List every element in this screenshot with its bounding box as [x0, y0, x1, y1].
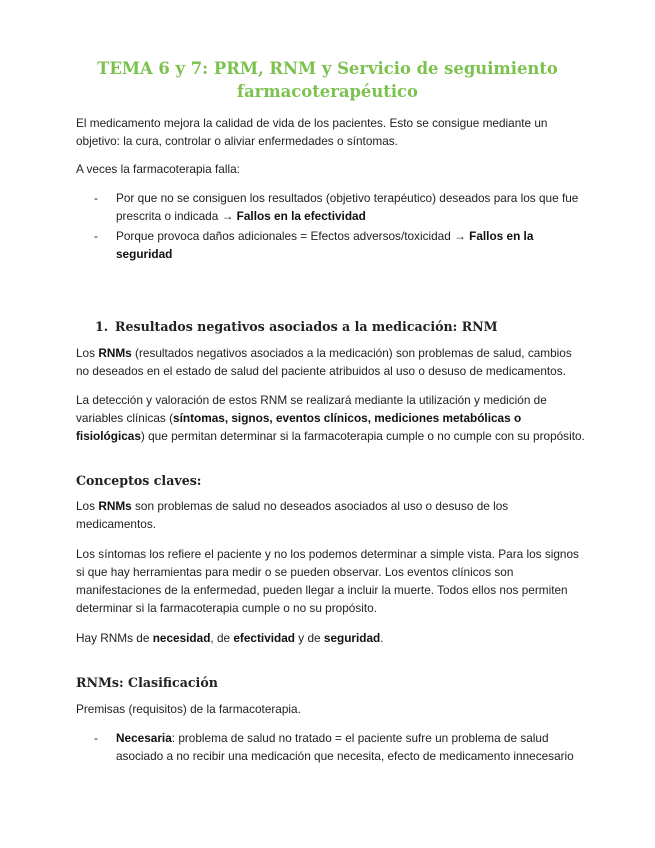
document-title: TEMA 6 y 7: PRM, RNM y Servicio de seguimiento farmacoterapéutico	[97, 59, 558, 101]
intro-paragraph-2: A veces la farmacoterapia falla:	[76, 162, 240, 176]
conceptos-paragraph-3: Hay RNMs de necesidad, de efectividad y de seguridad.	[76, 631, 384, 645]
section-heading-clasificacion: RNMs: Clasificación	[76, 675, 218, 690]
list-item-necesaria	[76, 729, 591, 765]
list-item-text: Por que no se consiguen los resultados (objetivo terapéutico) deseados para los que fue prescrita o indicada → Fallos en la efectividad	[116, 191, 579, 223]
list-item-seguridad	[76, 227, 591, 263]
list-dash: -	[94, 191, 98, 205]
rnm-definition-paragraph: Los RNMs (resultados negativos asociados a la medicación) son problemas de salud, cambios no deseados en el estado de salud del paciente atribuidos al uso o desuso de medicamentos.	[76, 346, 572, 378]
bold-term: Necesaria	[116, 731, 172, 745]
clasificacion-paragraph: Premisas (requisitos) de la farmacoterapia.	[76, 702, 301, 716]
list-item-text: Porque provoca daños adicionales = Efectos adversos/toxicidad → Fallos en la seguridad	[116, 229, 534, 261]
bold-term: Fallos en la efectividad	[236, 209, 366, 223]
conceptos-paragraph-1: Los RNMs son problemas de salud no deseados asociados al uso o desuso de los medicamentos.	[76, 499, 509, 531]
rnm-detection-paragraph: La detección y valoración de estos RNM se realizará mediante la utilización y medición de variables clínicas (síntomas, signos, eventos clínicos, mediciones metabólicas o fisiológicas) que permitan determinar si la farmacoterapia cumple o no cumple con su propósito.	[76, 393, 585, 443]
list-item-text: Necesaria: problema de salud no tratado = el paciente sufre un problema de salud asociado a no recibir una medicación que necesita, efecto de medicamento innecesario	[116, 731, 574, 763]
section-heading-rnm: 1. Resultados negativos asociados a la medicación: RNM	[95, 319, 498, 334]
list-item-efectividad	[76, 189, 591, 225]
list-dash: -	[94, 229, 98, 243]
conceptos-paragraph-2: Los síntomas los refiere el paciente y no los podemos determinar a simple vista. Para los signos si que hay herramientas para medir o se pueden observar. Los eventos clínicos son manifestaciones de la enfermedad, pueden llegar a incluir la muerte. Todos ellos nos permiten determinar si la farmacoterapia cumple o no su propósito.	[76, 547, 579, 615]
section-number: 1.	[95, 319, 109, 334]
list-dash: -	[94, 731, 98, 745]
bold-term: Fallos en la seguridad	[116, 229, 534, 261]
section-heading-conceptos: Conceptos claves:	[76, 473, 202, 488]
intro-paragraph-1: El medicamento mejora la calidad de vida de los pacientes. Esto se consigue mediante un objetivo: la cura, controlar o aliviar enfermedades o síntomas.	[76, 116, 548, 148]
